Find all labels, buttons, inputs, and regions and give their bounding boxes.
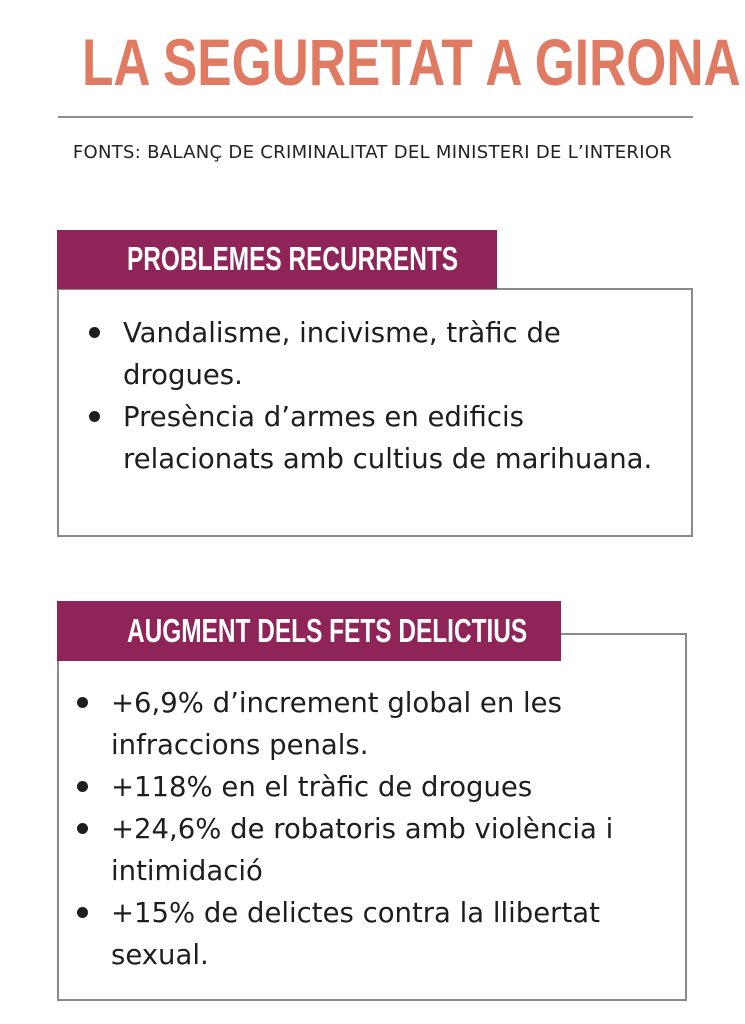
list-item-text: +118% en el tràfic de drogues xyxy=(111,771,533,803)
list-item xyxy=(89,396,669,480)
recurring-problems-box xyxy=(57,288,693,537)
list-item-text: Vandalisme, incivisme, tràfic de drogues. xyxy=(123,317,561,391)
section-heading: AUGMENT DELS FETS DELICTIUS xyxy=(127,612,528,649)
bullet-icon xyxy=(89,327,100,338)
bullet-icon xyxy=(77,697,88,708)
list-item xyxy=(77,682,667,766)
list-item xyxy=(89,312,669,396)
source-note: FONTS: BALANÇ DE CRIMINALITAT DEL MINISTERI DE L’INTERIOR xyxy=(72,142,673,163)
bullet-icon xyxy=(77,907,88,918)
list-item xyxy=(77,808,667,892)
crime-increase-banner xyxy=(57,601,561,661)
list-item xyxy=(77,892,667,976)
section-heading: PROBLEMES RECURRENTS xyxy=(127,240,459,277)
list-item xyxy=(77,766,667,808)
bullet-icon xyxy=(77,823,88,834)
recurring-problems-list xyxy=(89,312,669,480)
crime-increase-list xyxy=(77,682,667,976)
recurring-problems-banner xyxy=(57,230,497,289)
bullet-icon xyxy=(89,411,100,422)
title-divider xyxy=(58,116,693,118)
list-item-text: +15% de delictes contra la llibertat sexual. xyxy=(111,897,600,971)
bullet-icon xyxy=(77,781,88,792)
page-title: LA SEGURETAT A GIRONA xyxy=(81,25,741,99)
crime-increase-box xyxy=(57,633,687,1001)
list-item-text: Presència d’armes en edificis relacionats amb cultius de marihuana. xyxy=(123,401,653,475)
list-item-text: +24,6% de robatoris amb violència i intimidació xyxy=(111,813,614,887)
list-item-text: +6,9% d’increment global en les infraccions penals. xyxy=(111,687,562,761)
